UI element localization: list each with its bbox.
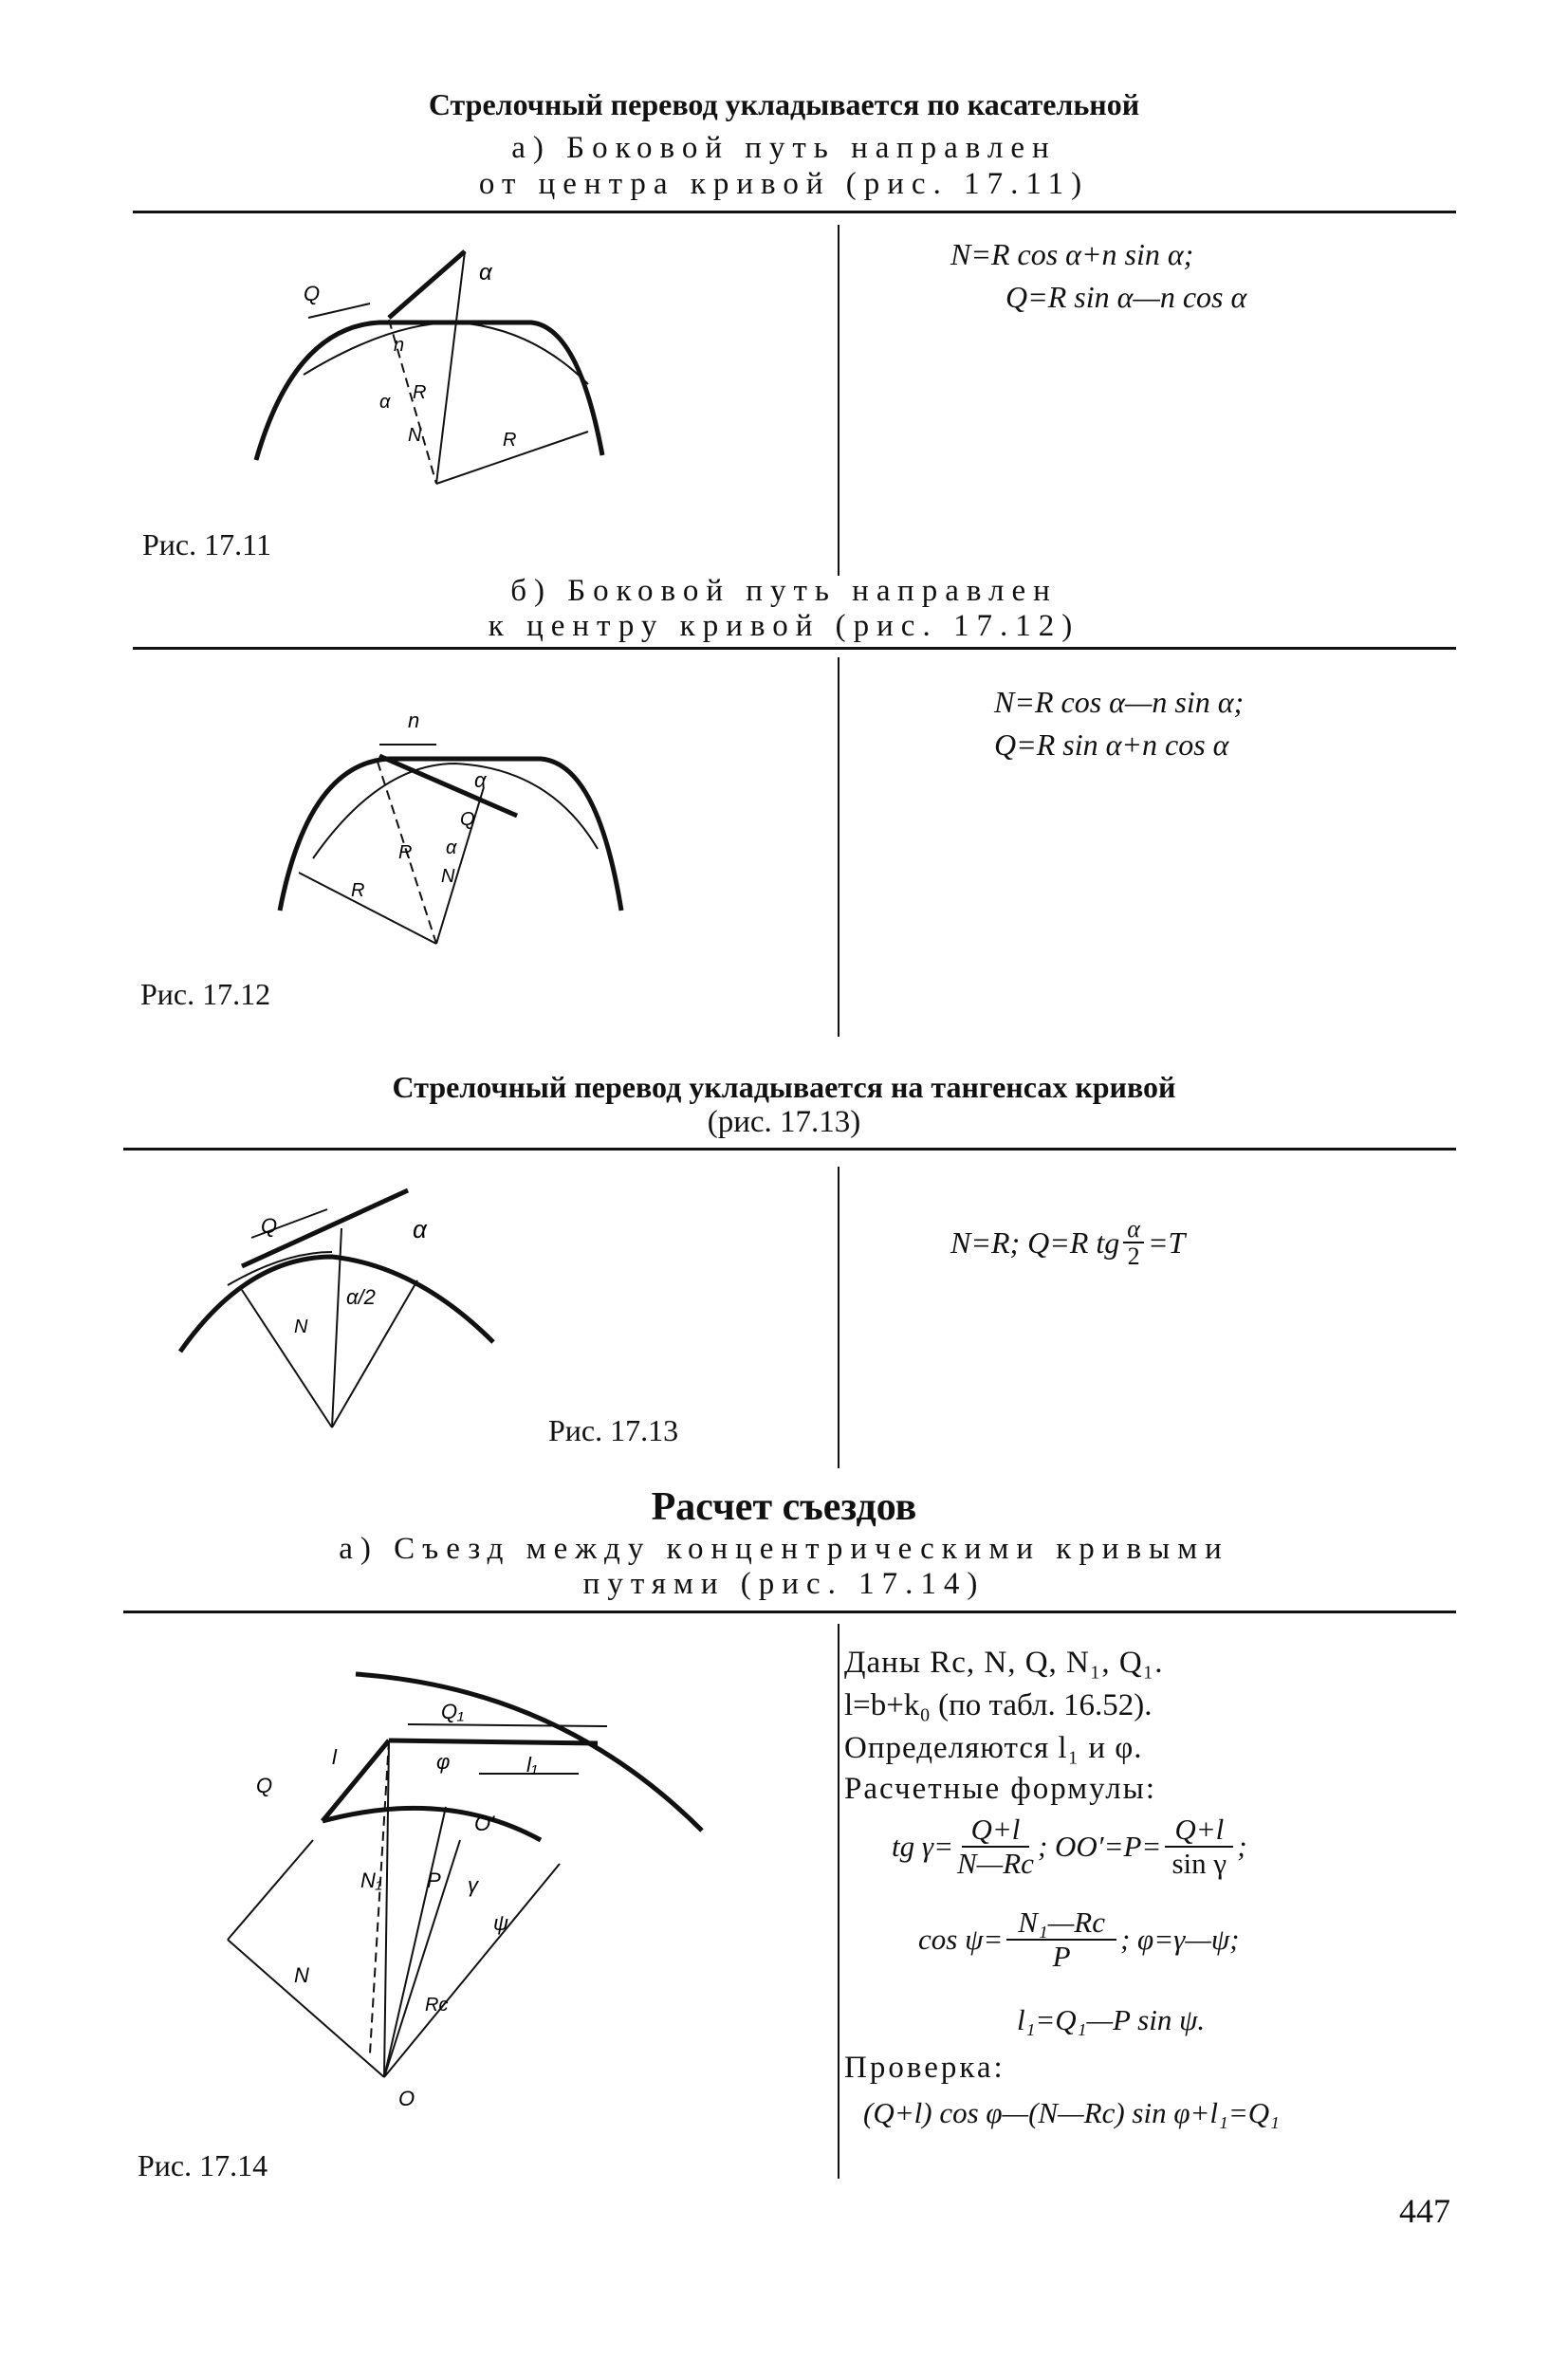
divider xyxy=(123,1611,1456,1613)
fig-label-alpha: α xyxy=(413,1215,427,1243)
fig-label-r1: R xyxy=(413,382,427,403)
equation-3: l₁=Q₁—P sin ψ. xyxy=(1017,2003,1206,2036)
eq1-mid: ; OO′=P= xyxy=(1037,1830,1162,1864)
column-divider xyxy=(838,657,839,1037)
eq1-left: tg γ= xyxy=(892,1830,953,1864)
figure-17-11 xyxy=(237,242,636,507)
eq2-left: cos ψ= xyxy=(918,1923,1004,1957)
eq1-num: Q+l xyxy=(962,1813,1030,1848)
fig-label-o-prime: O′ xyxy=(474,1812,495,1835)
eq1-frac xyxy=(957,1813,1034,1880)
fig-label-n: n xyxy=(394,335,405,356)
section-title-crossovers: Расчет съездов xyxy=(651,1485,917,1529)
eq1-num2: Q+l xyxy=(1165,1813,1233,1848)
eq2-frac xyxy=(1006,1906,1116,1973)
fig-label-psi: ψ xyxy=(493,1911,509,1935)
eq1-frac2 xyxy=(1165,1813,1233,1880)
formula-2-q: Q=R sin α+n cos α xyxy=(994,727,1229,762)
eq2-right: ; φ=γ—ψ; xyxy=(1119,1923,1240,1957)
crossover-sub-line2: путями (рис. 17.14) xyxy=(582,1567,986,1601)
crossover-sub-line1: а) Съезд между концентрическими кривыми xyxy=(339,1532,1229,1566)
eq2-den: P xyxy=(1052,1940,1071,1974)
divider xyxy=(133,211,1456,213)
fig-label-n: n xyxy=(408,709,420,732)
eq2-num: N₁—Rс xyxy=(1006,1906,1116,1941)
fig-label-r1: R xyxy=(398,842,413,863)
column-divider xyxy=(838,1167,839,1468)
equation-1 xyxy=(892,1813,1247,1880)
eq1-den: N—Rс xyxy=(957,1847,1034,1881)
fig-label-p: P xyxy=(427,1869,441,1892)
fraction xyxy=(1123,1216,1144,1270)
page-number: 447 xyxy=(1399,2192,1450,2230)
text-check: Проверка: xyxy=(844,2051,1005,2085)
fig-label-q: Q xyxy=(304,282,321,305)
eq1-den2: sin γ xyxy=(1171,1847,1227,1881)
column-divider xyxy=(838,225,839,576)
fig-label-r2: R xyxy=(351,880,365,901)
figure-17-13 xyxy=(171,1181,512,1437)
figure-caption-17-14: Рис. 17.14 xyxy=(138,2148,268,2182)
fig-label-alpha2: α xyxy=(446,838,457,858)
eq1-end: ; xyxy=(1237,1830,1247,1864)
fig-label-q1: Q₁ xyxy=(441,1700,465,1723)
fig-label-n-big: N xyxy=(408,425,422,446)
divider xyxy=(133,647,1456,650)
fig-label-l: l xyxy=(332,1745,337,1769)
subsection-a-line2: от центра кривой (рис. 17.11) xyxy=(478,167,1090,201)
subsection-b-line1: б) Боковой путь направлен xyxy=(510,574,1058,608)
text-determined: Определяются l₁ и φ. xyxy=(844,1731,1143,1765)
fig-label-o: O xyxy=(398,2087,415,2110)
fig-label-l1: l₁ xyxy=(526,1753,538,1777)
text-l-def: l=b+k₀ (по табл. 16.52). xyxy=(844,1688,1153,1722)
fig-label-alpha: α xyxy=(474,768,487,792)
fig-label-gamma: γ xyxy=(468,1873,478,1897)
figure-caption-17-12: Рис. 17.12 xyxy=(140,977,271,1011)
fraction-num: α xyxy=(1123,1216,1144,1243)
fig-label-rc: Rc xyxy=(425,1995,449,2016)
fig-label-phi: φ xyxy=(436,1750,451,1774)
fig-label-n1: N₁ xyxy=(360,1869,382,1892)
figure-caption-17-11: Рис. 17.11 xyxy=(142,527,271,562)
formula-tangents-right: =T xyxy=(1147,1224,1186,1260)
text-given: Даны Rс, N, Q, N₁, Q₁. xyxy=(844,1646,1164,1680)
fig-label-alpha2: α xyxy=(379,392,391,413)
figure-17-14 xyxy=(199,1650,730,2125)
section-title-tangent: Стрелочный перевод укладывается по касательной xyxy=(428,87,1140,121)
equation-2 xyxy=(918,1906,1239,1973)
fig-label-n-big: N xyxy=(294,1963,309,1987)
fig-label-q: Q xyxy=(256,1774,273,1797)
fig-label-q: Q xyxy=(460,809,475,830)
subsection-a-line1: а) Боковой путь направлен xyxy=(511,131,1057,165)
fig-label-q: Q xyxy=(261,1214,278,1238)
formula-tangents xyxy=(950,1216,1185,1270)
figure-caption-17-13: Рис. 17.13 xyxy=(548,1413,679,1447)
fig-label-n-big: N xyxy=(441,866,455,887)
formula-1-n: N=R cos α+n sin α; xyxy=(950,237,1194,271)
divider xyxy=(123,1148,1456,1151)
text-calc: Расчетные формулы: xyxy=(844,1772,1157,1806)
section-title-tangents: Стрелочный перевод укладывается на тангенсах кривой xyxy=(392,1070,1176,1104)
fig-label-r2: R xyxy=(503,430,517,451)
check-formula: (Q+l) cos φ—(N—Rс) sin φ+l₁=Q₁ xyxy=(863,2096,1280,2129)
fig-label-alpha-half: α/2 xyxy=(346,1285,376,1309)
formula-tangents-left: N=R; Q=R tg xyxy=(950,1224,1120,1260)
formula-1-q: Q=R sin α—n cos α xyxy=(1005,280,1247,314)
fig-label-alpha: α xyxy=(479,260,492,285)
formula-2-n: N=R cos α—n sin α; xyxy=(994,685,1245,719)
fig-label-n-big: N xyxy=(294,1316,308,1337)
fraction-den: 2 xyxy=(1127,1243,1140,1271)
section-title-tangents-ref: (рис. 17.13) xyxy=(707,1105,861,1139)
subsection-b-line2: к центру кривой (рис. 17.12) xyxy=(488,609,1080,643)
column-divider xyxy=(838,1624,839,2179)
figure-17-12 xyxy=(266,707,645,953)
